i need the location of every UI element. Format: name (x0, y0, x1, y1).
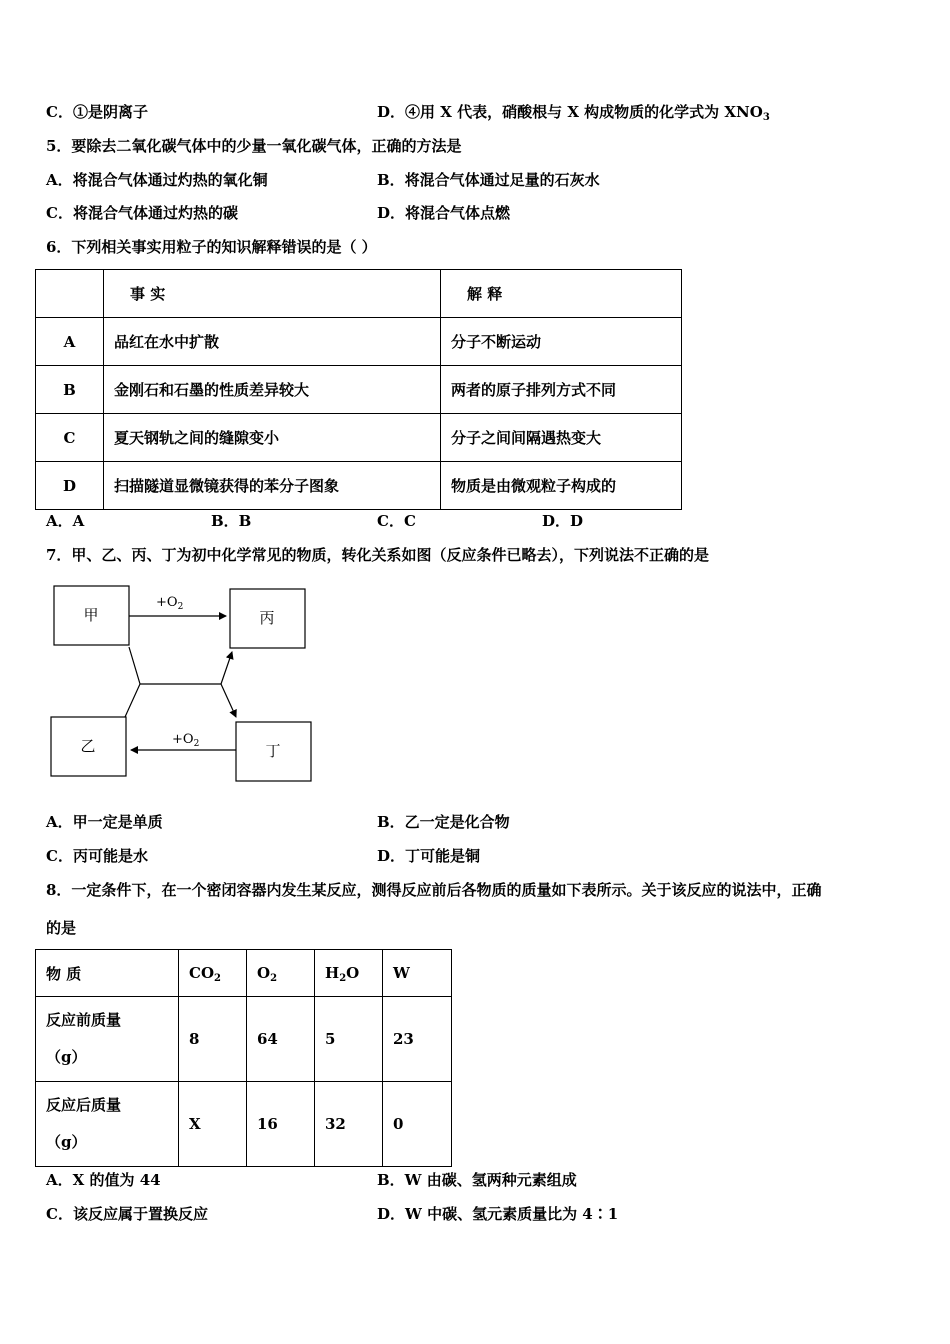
q6-row-explanation: 分子不断运动 (441, 318, 682, 366)
arrow-to-ding (221, 684, 236, 717)
q8-row-after-label-1: 反应后质量 (46, 1096, 122, 1114)
q4-option-c: C．①是阴离子 (46, 103, 148, 121)
table-header-row (36, 950, 452, 997)
q5-option-d: D．将混合气体点燃 (377, 204, 511, 222)
q6-row-fact: 品红在水中扩散 (104, 318, 441, 366)
q8-header-h2o-o: O (346, 964, 360, 982)
q8-cell: 32 (315, 1082, 383, 1167)
q8-header-co2-text: CO (189, 964, 215, 982)
q8-header-h2o-h: H (325, 964, 340, 982)
q6-option-b: B．B (211, 512, 252, 530)
q6-row-fact: 金刚石和石墨的性质差异较大 (104, 366, 441, 414)
q8-cell: X (179, 1082, 247, 1167)
q7-stem: 7．甲、乙、丙、丁为初中化学常见的物质，转化关系如图（反应条件已略去），下列说法不正确的是 (46, 546, 709, 564)
q6-row-label: A (36, 318, 104, 366)
q5-stem: 5．要除去二氧化碳气体中的少量一氧化碳气体，正确的方法是 (46, 137, 462, 155)
arrow-to-bing (221, 652, 232, 684)
q8-option-a: A．X 的值为 44 (46, 1171, 161, 1189)
q8-row-after-label (36, 1082, 179, 1167)
q8-cell: 23 (383, 997, 452, 1082)
q8-header-h2o-sub: 2 (339, 973, 347, 984)
q4-option-d-subscript: 3 (762, 112, 770, 123)
q8-header-h2o (315, 950, 383, 997)
q8-cell: 0 (383, 1082, 452, 1167)
box-ding-label: 丁 (265, 742, 281, 760)
q8-option-d: D．W 中碳、氢元素质量比为 4∶1 (377, 1205, 619, 1223)
q6-option-a: A．A (46, 512, 85, 530)
q8-row-before-label (36, 997, 179, 1082)
arrow-top-label-text: +O (156, 595, 178, 610)
q8-header-o2-sub: 2 (270, 973, 278, 984)
q8-header-o2 (247, 950, 315, 997)
q6-row-explanation: 分子之间间隔遇热变大 (441, 414, 682, 462)
q7-option-c: C．丙可能是水 (46, 847, 148, 865)
q8-cell: 5 (315, 997, 383, 1082)
q8-row-after-label-2: （g） (46, 1133, 87, 1151)
q6-header-explanation: 解 释 (441, 270, 682, 318)
table-row (36, 997, 452, 1082)
arrow-bottom-label (172, 732, 199, 749)
q8-header-o2-text: O (257, 964, 271, 982)
q6-stem: 6．下列相关事实用粒子的知识解释错误的是（ ） (46, 238, 377, 256)
q4-option-d-text: D．④用 X 代表，硝酸根与 X 构成物质的化学式为 XNO (377, 103, 763, 121)
q5-option-c: C．将混合气体通过灼热的碳 (46, 204, 238, 222)
box-bing-label: 丙 (259, 609, 275, 627)
q6-header-fact: 事 实 (104, 270, 441, 318)
q6-option-d: D．D (542, 512, 584, 530)
arrow-bottom-label-sub: 2 (193, 739, 200, 749)
q6-row-label: C (36, 414, 104, 462)
arrow-top-label (156, 595, 183, 612)
q8-cell: 8 (179, 997, 247, 1082)
q5-option-b: B．将混合气体通过足量的石灰水 (377, 171, 600, 189)
q6-row-fact: 夏天钢轨之间的缝隙变小 (104, 414, 441, 462)
q6-option-c: C．C (377, 512, 416, 530)
q8-stem-line2: 的是 (46, 919, 77, 937)
q6-row-label: D (36, 462, 104, 510)
q8-header-co2 (179, 950, 247, 997)
q8-cell: 16 (247, 1082, 315, 1167)
arrow-top-label-sub: 2 (177, 602, 184, 612)
q8-header-label: 物 质 (36, 950, 179, 997)
q6-row-label: B (36, 366, 104, 414)
box-jia-label: 甲 (83, 606, 99, 624)
q8-header-co2-sub: 2 (214, 973, 221, 984)
q8-row-before-label-2: （g） (46, 1048, 87, 1066)
q6-row-explanation: 两者的原子排列方式不同 (441, 366, 682, 414)
q6-row-fact: 扫描隧道显微镜获得的苯分子图象 (104, 462, 441, 510)
box-yi-label: 乙 (80, 737, 96, 755)
q7-option-d: D．丁可能是铜 (377, 847, 481, 865)
q8-stem-line1: 8．一定条件下，在一个密闭容器内发生某反应，测得反应前后各物质的质量如下表所示。关于该反应的说法中，正确 (46, 881, 822, 899)
q8-header-w: W (383, 950, 452, 997)
q8-option-b: B．W 由碳、氢两种元素组成 (377, 1171, 577, 1189)
table-row (36, 1082, 452, 1167)
q8-row-before-label-1: 反应前质量 (46, 1011, 122, 1029)
q8-cell: 64 (247, 997, 315, 1082)
arrow-bottom-label-text: +O (172, 732, 194, 747)
q7-option-b: B．乙一定是化合物 (377, 813, 510, 831)
q6-row-explanation: 物质是由微观粒子构成的 (441, 462, 682, 510)
q8-option-c: C．该反应属于置换反应 (46, 1205, 208, 1223)
q5-option-a: A．将混合气体通过灼热的氧化铜 (46, 171, 268, 189)
connector-jia-yi (125, 647, 140, 717)
q8-table (35, 949, 452, 1167)
q7-option-a: A．甲一定是单质 (46, 813, 163, 831)
